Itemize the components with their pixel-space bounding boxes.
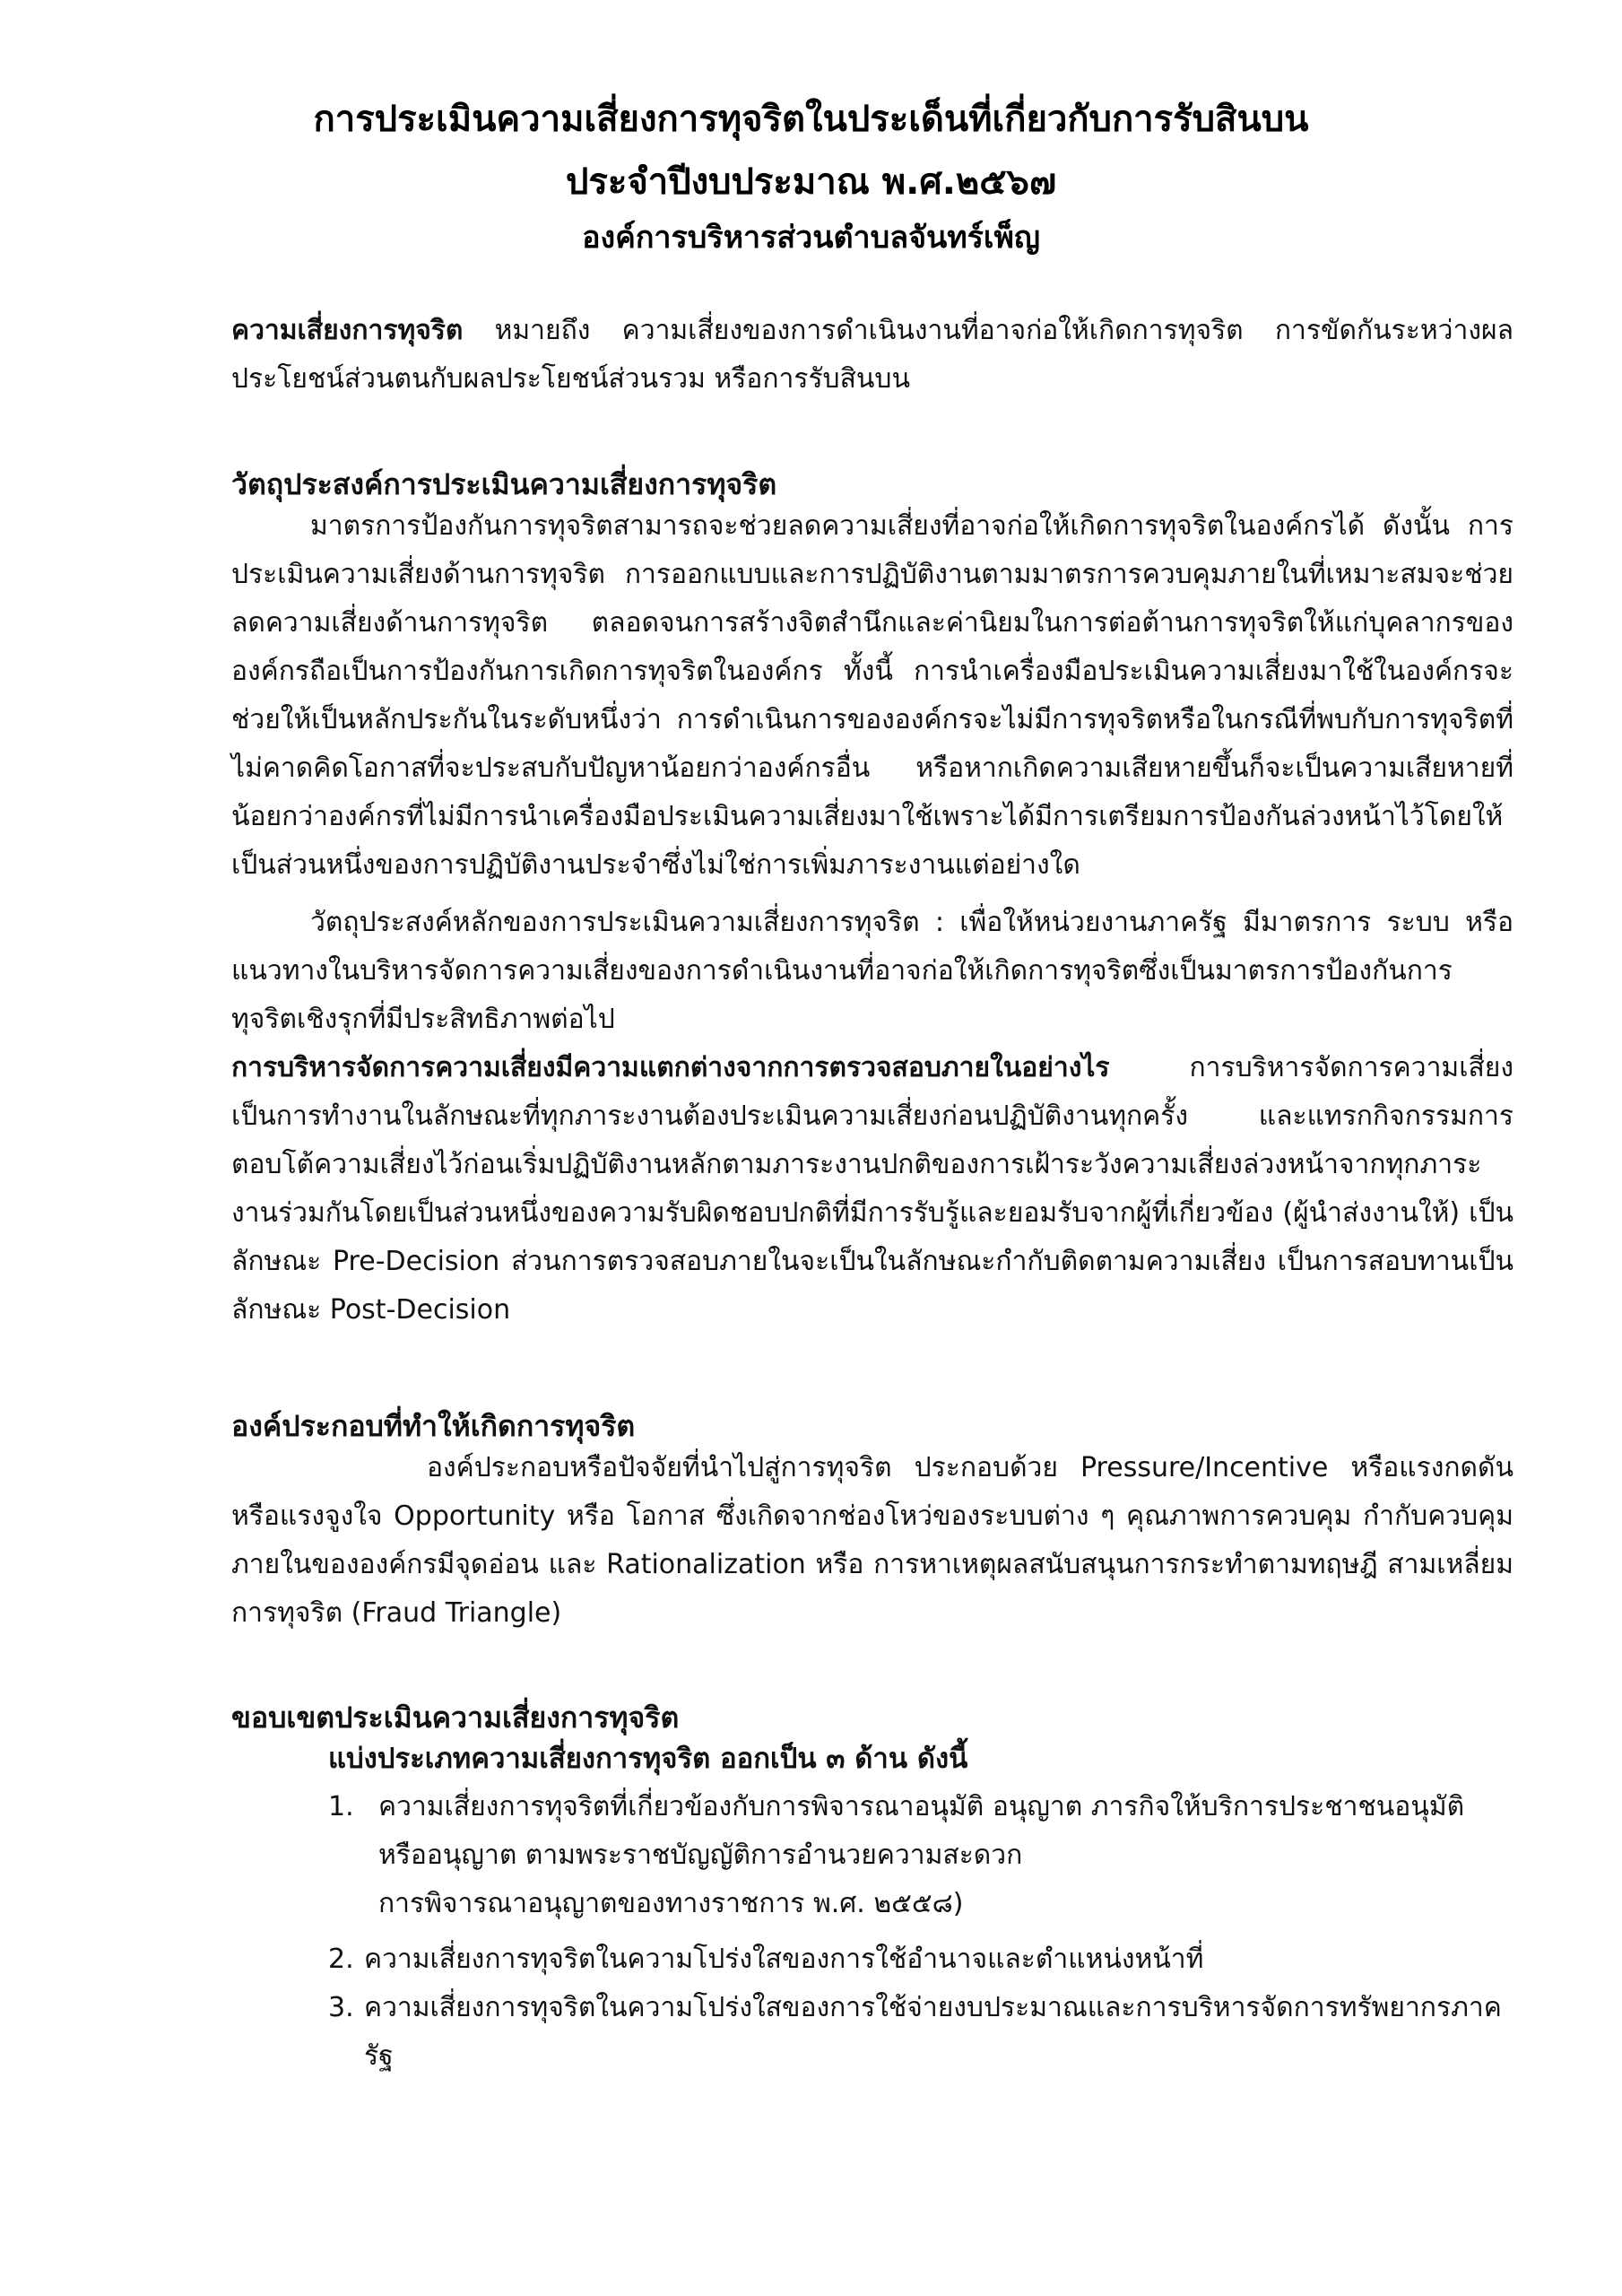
list-item-text-line-3: การพิจารณาอนุญาตของทางราชการ พ.ศ. ๒๕๕๘) [378,1888,964,1919]
difference-text: การบริหารจัดการความเสี่ยงเป็นการทำงานในลักษณะที่ทุกภาระงานต้องประเมินความเสี่ยงก่อนปฏิบัติงานทุกครั้ง และแทรกกิจกรรมการตอบโต้ความเสี่ยงไว้ก่อนเริ่มปฏิบัติงานหลักตามภาระงานปกติของการเฝ้าระวังความเสี่ยงล่วงหน้าจากทุกภาระงานร่วมกันโดยเป็นส่วนหนึ่งของความรับผิดชอบปกติที่มีการรับรู้และยอมรับจากผู้ที่เกี่ยวข้อง (ผู้นำส่งงานให้) เป็นลักษณะ Pre-Decision ส่วนการตรวจสอบภายในจะเป็นในลักษณะกำกับติดตามความเสี่ยง เป็นการสอบทานเป็นลักษณะ Post-Decision [231,1052,1514,1326]
document-fiscal-year: ประจำปีงบประมาณ พ.ศ.๒๕๖๗ [565,161,1057,203]
list-item-text-line-1: ความเสี่ยงการทุจริตในความโปร่งใสของการใช้จ่ายงบประมาณและการบริหารจัดการทรัพยากรภาครัฐ [364,1992,1502,2072]
scope-heading: ขอบเขตประเมินความเสี่ยงการทุจริต [231,1700,680,1735]
list-item-number: 1. [328,1791,354,1822]
objectives-paragraph-1: มาตรการป้องกันการทุจริตสามารถจะช่วยลดความเสี่ยงที่อาจก่อให้เกิดการทุจริตในองค์กรได้ ดังนั้น การประเมินความเสี่ยงด้านการทุจริต การออกแบบและการปฏิบัติงานตามมาตรการควบคุมภายในที่เหมาะสมจะช่วยลดความเสี่ยงด้านการทุจริต ตลอดจนการสร้างจิตสำนึกและค่านิยมในการต่อต้านการทุจริตให้แก่บุคลากรขององค์กรถือเป็นการป้องกันการเกิดการทุจริตในองค์กร ทั้งนี้ การนำเครื่องมือประเมินความเสี่ยงมาใช้ในองค์กรจะช่วยให้เป็นหลักประกันในระดับหนึ่งว่า การดำเนินการขององค์กรจะไม่มีการทุจริตหรือในกรณีที่พบกับการทุจริตที่ไม่คาดคิดโอกาสที่จะประสบกับปัญหาน้อยกว่าองค์กรอื่น หรือหากเกิดความเสียหายขึ้นก็จะเป็นความเสียหายที่น้อยกว่าองค์กรที่ไม่มีการนำเครื่องมือประเมินความเสี่ยงมาใช้เพราะได้มีการเตรียมการป้องกันล่วงหน้าไว้โดยให้เป็นส่วนหนึ่งของการปฏิบัติงานประจำซึ่งไม่ใช่การเพิ่มภาระงานแต่อย่างใด [231,510,1514,881]
list-item-text-line-1: ความเสี่ยงการทุจริตที่เกี่ยวข้องกับการพิจารณาอนุมัติ อนุญาต ภารกิจให้บริการประชาชนอนุมัติ [378,1791,1465,1822]
definition-text: หมายถึง ความเสี่ยงของการดำเนินงานที่อาจก่อให้เกิดการทุจริต การขัดกันระหว่างผลประโยชน์ส่วนตนกับผลประโยชน์ส่วนรวม หรือการรับสินบน [231,315,1514,395]
objectives-heading: วัตถุประสงค์การประเมินความเสี่ยงการทุจริต [231,467,777,501]
objectives-paragraph-2: วัตถุประสงค์หลักของการประเมินความเสี่ยงการทุจริต : เพื่อให้หน่วยงานภาครัฐ มีมาตรการ ระบบ หรือ แนวทางในบริหารจัดการความเสี่ยงของการดำเนินงานที่อาจก่อให้เกิดการทุจริตซึ่งเป็นมาตรการป้องกันการทุจริตเชิงรุกที่มีประสิทธิภาพต่อไป [231,907,1514,1035]
list-item-number: 2. [328,1944,354,1975]
list-item-text-line-1: ความเสี่ยงการทุจริตในความโปร่งใสของการใช้อำนาจและตำแหน่งหน้าที่ [364,1944,1204,1975]
definition-paragraph [231,307,1514,404]
scope-subheading: แบ่งประเภทความเสี่ยงการทุจริต ออกเป็น ๓ ด้าน ดังนี้ [328,1743,968,1775]
elements-paragraph: องค์ประกอบหรือปัจจัยที่นำไปสู่การทุจริต ประกอบด้วย Pressure/Incentive หรือแรงกดดันหรือแรงจูงใจ Opportunity หรือ โอกาส ซึ่งเกิดจากช่องโหว่ของระบบต่าง ๆ คุณภาพการควบคุม กำกับควบคุมภายในขององค์กรมีจุดอ่อน และ Rationalization หรือ การหาเหตุผลสนับสนุนการกระทำตามทฤษฎี สามเหลี่ยมการทุจริต (Fraud Triangle) [231,1452,1514,1629]
elements-heading: องค์ประกอบที่ทำให้เกิดการทุจริต [231,1409,636,1443]
list-item [328,1783,1514,1928]
document-organization: องค์การบริหารส่วนตำบลจันทร์เพ็ญ [582,220,1040,256]
difference-lead: การบริหารจัดการความเสี่ยงมีความแตกต่างจากการตรวจสอบภายในอย่างไร [231,1052,1110,1083]
list-item-text-line-2: หรืออนุญาต ตามพระราชบัญญัติการอำนวยความสะดวก [378,1839,1023,1871]
difference-paragraph [231,1044,1514,1335]
document-title: การประเมินความเสี่ยงการทุจริตในประเด็นที่เกี่ยวกับการรับสินบน [313,99,1309,140]
definition-term: ความเสี่ยงการทุจริต [231,315,464,346]
list-item [328,1984,1514,2081]
list-item-number: 3. [328,1992,354,2023]
list-item [328,1935,1514,1984]
